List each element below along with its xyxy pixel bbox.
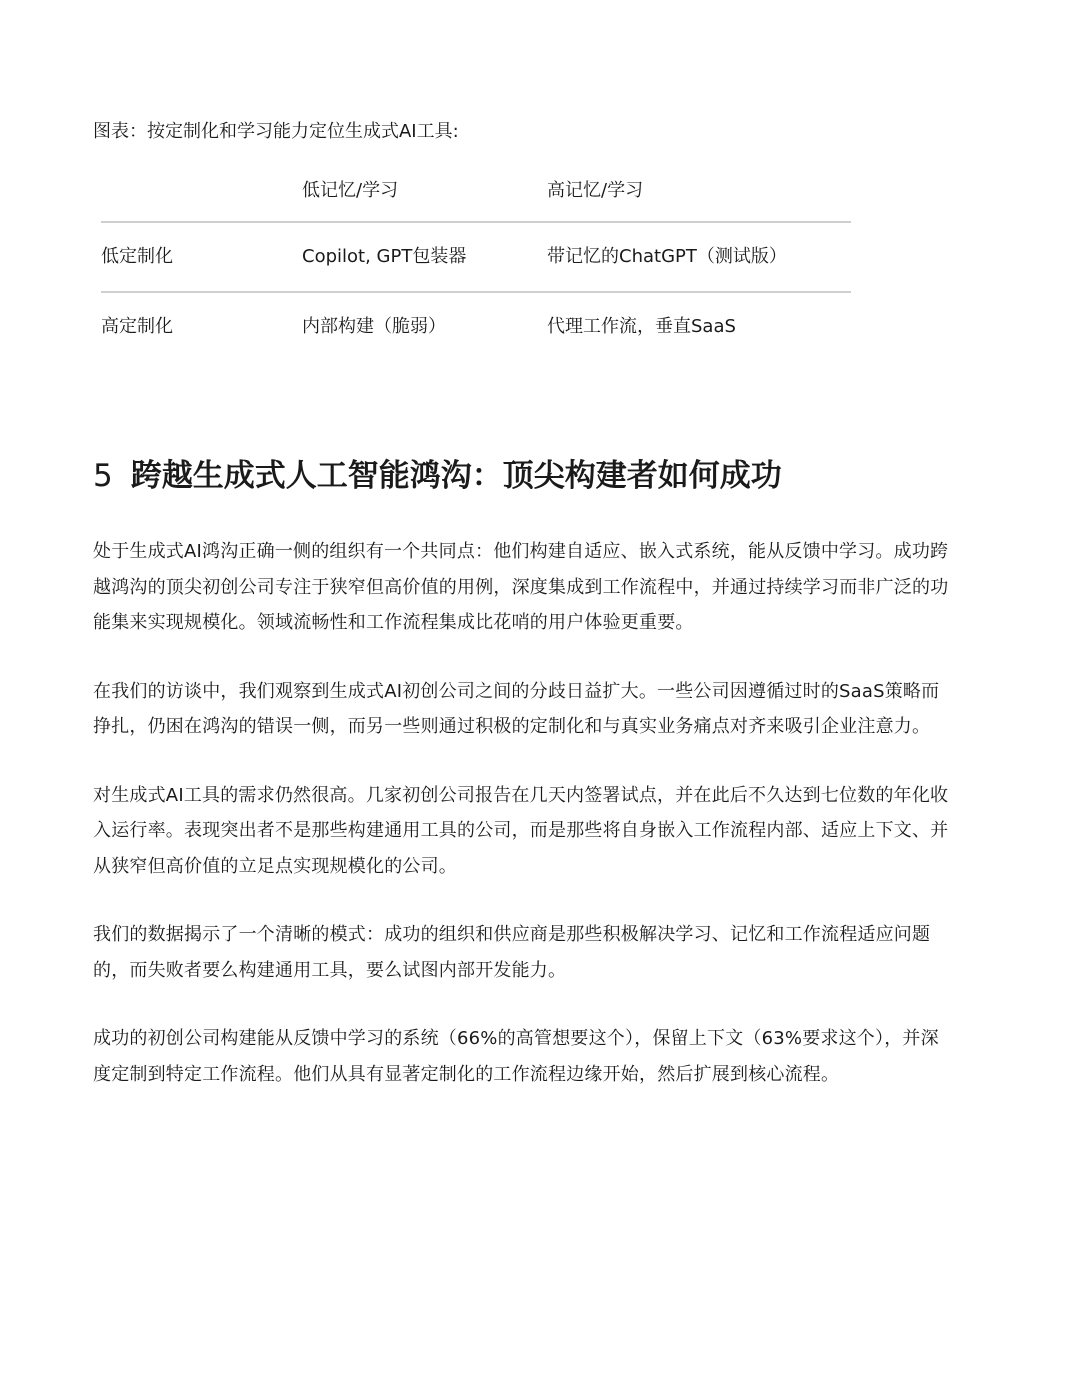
matrix-header-row [101, 160, 851, 223]
positioning-matrix-table [101, 160, 851, 361]
paragraph: 对生成式AI工具的需求仍然很高。几家初创公司报告在几天内签署试点，并在此后不久达到七位数的年化收入运行率。表现突出者不是那些构建通用工具的公司，而是那些将自身嵌入工作流程内部、适应上下文、并从狭窄但高价值的立足点实现规模化的公司。 [93, 784, 949, 877]
matrix-row-low-customization [101, 223, 851, 293]
matrix-cell: 内部构建（脆弱） [302, 316, 446, 337]
section-body [93, 534, 953, 1125]
section-number: 5 [93, 458, 113, 494]
column-header-low-memory: 低记忆/学习 [302, 179, 399, 201]
section-heading [93, 452, 782, 500]
figure-caption: 图表：按定制化和学习能力定位生成式AI工具: [93, 121, 459, 142]
column-header-high-memory: 高记忆/学习 [547, 179, 644, 201]
paragraph: 在我们的访谈中，我们观察到生成式AI初创公司之间的分歧日益扩大。一些公司因遵循过时的SaaS策略而挣扎，仍困在鸿沟的错误一侧，而另一些则通过积极的定制化和与真实业务痛点对齐来吸引企业注意力。 [93, 680, 940, 737]
paragraph: 我们的数据揭示了一个清晰的模式：成功的组织和供应商是那些积极解决学习、记忆和工作流程适应问题的，而失败者要么构建通用工具，要么试图内部开发能力。 [93, 924, 931, 981]
paragraph: 成功的初创公司构建能从反馈中学习的系统（66%的高管想要这个），保留上下文（63%要求这个），并深度定制到特定工作流程。他们从具有显著定制化的工作流程边缘开始，然后扩展到核心流程。 [93, 1028, 939, 1085]
matrix-cell: Copilot, GPT包装器 [302, 246, 467, 267]
row-label: 低定制化 [101, 246, 173, 267]
matrix-cell: 代理工作流，垂直SaaS [547, 316, 736, 337]
row-label: 高定制化 [101, 316, 173, 337]
matrix-cell: 带记忆的ChatGPT（测试版） [547, 246, 787, 267]
paragraph: 处于生成式AI鸿沟正确一侧的组织有一个共同点：他们构建自适应、嵌入式系统，能从反馈中学习。成功跨越鸿沟的顶尖初创公司专注于狭窄但高价值的用例，深度集成到工作流程中，并通过持续学习而非广泛的功能集来实现规模化。领域流畅性和工作流程集成比花哨的用户体验更重要。 [93, 541, 949, 633]
section-title: 跨越生成式人工智能鸿沟：顶尖构建者如何成功 [130, 458, 782, 494]
matrix-row-high-customization [101, 293, 851, 361]
